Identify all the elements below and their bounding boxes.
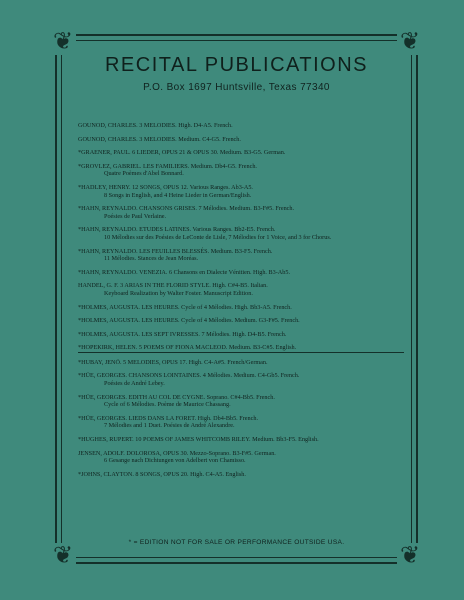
entry-text: *HADLEY, HENRY. 12 SONGS, OPUS 12. Various Ranges. Ab3-A5. bbox=[78, 183, 253, 191]
entry-text: *HÜE, GEORGES. EDITH AU COL DE CYGNE. Soprano. C#4-Bb5. French. bbox=[78, 393, 275, 401]
entry-text: GOUNOD, CHARLES. 3 MELODIES. High. D4-A5. French. bbox=[78, 122, 233, 129]
entry-subtext: Keyboard Realization by Walter Foster. Manuscript Edition. bbox=[104, 289, 253, 297]
corner-ornament-icon: ❦ bbox=[50, 29, 76, 55]
catalog-entry bbox=[78, 269, 404, 277]
entry-text: *HUBAY, JENÖ. 5 MELODIES, OPUS 17. High. C4-A#5. French/German. bbox=[78, 358, 268, 366]
entry-subtext: 7 Mélodies and 1 Duet. Poésies de André Alexandre. bbox=[104, 422, 235, 430]
entry-text: GOUNOD, CHARLES. 3 MELODIES. Medium. C4-G5. French. bbox=[78, 135, 241, 143]
catalog-entry bbox=[78, 163, 404, 178]
catalog-entry bbox=[78, 372, 404, 387]
catalog-entry bbox=[78, 136, 404, 144]
publisher-address: P.O. Box 1697 Huntsville, Texas 77340 bbox=[143, 82, 330, 93]
catalog-entry bbox=[78, 415, 404, 430]
catalog-entry bbox=[78, 331, 404, 339]
entry-text: *JOHNS, CLAYTON. 8 SONGS, OPUS 20. High. C4-A5. English. bbox=[78, 470, 246, 478]
catalog-entry bbox=[78, 450, 404, 465]
footer-note: * = EDITION NOT FOR SALE OR PERFORMANCE OUTSIDE USA. bbox=[128, 539, 345, 546]
catalog-entry bbox=[78, 436, 404, 444]
entry-text: *HOLMES, AUGUSTA. LES HEURES. Cycle of 4 Mélodies. Medium. G3-F#5. French. bbox=[78, 317, 300, 325]
catalog-entry bbox=[78, 205, 404, 220]
entry-text: *HAHN, REYNALDO. VENEZIA. 6 Chansons en Dialecte Vénitien. High. B3-Ab5. bbox=[78, 268, 291, 276]
catalog-entry bbox=[78, 184, 404, 199]
entry-text: JENSEN, ADOLF. DOLOROSA, OPUS 30. Mezzo-Soprano. B3-F#5. German. bbox=[78, 449, 276, 457]
entry-text: *HAHN, REYNALDO. CHANSONS GRISES. 7 Mélodies. Medium. B3-F#5. French. bbox=[78, 205, 295, 213]
catalog-entry bbox=[78, 471, 404, 479]
entry-subtext: 10 Mélodies sur des Poésies de LeConte de Lisle, 7 Mélodies for 1 Voice, and 3 for Chorus. bbox=[104, 233, 332, 241]
catalog-entry bbox=[78, 149, 404, 157]
catalog-entry bbox=[78, 359, 404, 367]
catalog-entry bbox=[78, 282, 404, 297]
entry-text: *HAHN, REYNALDO. LES FEUILLES BLESSÉS. Medium. B3-F5. French. bbox=[78, 247, 273, 255]
corner-ornament-icon: ❦ bbox=[397, 543, 423, 569]
entry-subtext: Poésies de Paul Verlaine. bbox=[104, 212, 167, 220]
entry-subtext: 11 Mélodies. Stances de Jean Moréas. bbox=[104, 255, 199, 263]
entry-subtext: Cycle of 6 Mélodies. Poème de Maurice Chassang. bbox=[104, 401, 231, 409]
catalog-entry bbox=[78, 122, 404, 130]
entry-subtext: 8 Songs in English, and 4 Heine Lieder in German/English. bbox=[104, 191, 252, 199]
entry-text: *HOPEKIRK, HELEN. 5 POEMS OF FIONA MACLEOD. Medium. B3-C#5. English. bbox=[78, 344, 297, 352]
catalog-entry bbox=[78, 344, 404, 353]
entry-text: *HAHN, REYNALDO. ETUDES LATINES. Various Ranges. Bb2-E5. French. bbox=[78, 226, 276, 234]
entry-subtext: Quatre Poèmes d'Abel Bonnard. bbox=[104, 170, 184, 178]
catalog-list bbox=[78, 122, 404, 484]
page-title: RECITAL PUBLICATIONS bbox=[104, 54, 368, 76]
corner-ornament-icon: ❦ bbox=[50, 543, 76, 569]
entry-text: *GROVLEZ, GABRIEL. LES FAMILIERS. Medium. Db4-G5. French. bbox=[78, 162, 257, 170]
entry-text: *HOLMES, AUGUSTA. LES SEPT IVRESSES. 7 Mélodies. High. D4-B5. French. bbox=[78, 330, 287, 338]
entry-text: *HOLMES, AUGUSTA. LES HEURES. Cycle of 4 Mélodies. High. Bb3-A5. French. bbox=[78, 303, 292, 311]
entry-text: *HÜE, GEORGES. CHANSONS LOINTAINES. 4 Mélodies. Medium. C4-Gb5. French. bbox=[78, 372, 300, 380]
catalog-entry bbox=[78, 226, 404, 241]
catalog-entry bbox=[78, 394, 404, 409]
entry-text: HANDEL, G. F. 3 ARIAS IN THE FLORID STYLE. High. C#4-B5. Italian. bbox=[78, 282, 268, 290]
entry-text: *HÜE, GEORGES. LIEDS DANS LA FORET. High. Db4-Bb5. French. bbox=[78, 414, 259, 422]
entry-text: *HUGHES, RUPERT. 10 POEMS OF JAMES WHITCOMB RILEY. Medium. Bb3-F5. English. bbox=[78, 436, 319, 444]
catalog-entry bbox=[78, 317, 404, 325]
entry-subtext: 6 Gesange nach Dichtungen von Adelbert von Chamisso. bbox=[104, 457, 246, 465]
corner-ornament-icon: ❦ bbox=[397, 29, 423, 55]
entry-subtext: Poésies de André Lebey. bbox=[104, 380, 165, 388]
catalog-entry bbox=[78, 304, 404, 312]
catalog-entry bbox=[78, 248, 404, 263]
entry-text: *GRAENER, PAUL. 6 LIEDER, OPUS 21 & OPUS 30. Medium. B3-G5. German. bbox=[78, 149, 286, 157]
